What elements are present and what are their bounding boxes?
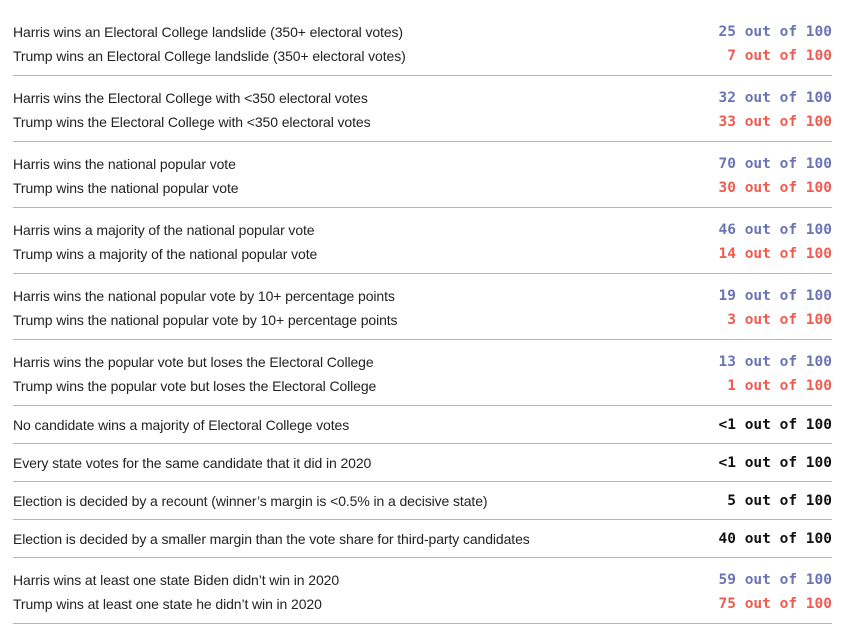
outcome-odds: 30 out of 100	[718, 180, 832, 196]
outcome-label: Harris wins the national popular vote	[13, 156, 236, 172]
outcome-label: No candidate wins a majority of Electoral College votes	[13, 417, 350, 433]
outcome-label: Harris wins a majority of the national popular vote	[13, 222, 315, 238]
outcome-label: Harris wins the national popular vote by 10+ percentage points	[13, 288, 395, 304]
outcome-odds: 7 out of 100	[727, 48, 832, 64]
outcome-odds: 13 out of 100	[718, 354, 832, 370]
outcome-group	[13, 406, 832, 444]
outcome-group	[13, 558, 832, 624]
outcome-odds: <1 out of 100	[718, 455, 832, 471]
outcome-row	[13, 218, 832, 242]
outcome-odds: 19 out of 100	[718, 288, 832, 304]
outcome-row	[13, 44, 832, 68]
outcome-label: Trump wins an Electoral College landslide (350+ electoral votes)	[13, 48, 406, 64]
outcome-label: Harris wins the Electoral College with <350 electoral votes	[13, 90, 368, 106]
outcome-row	[13, 374, 832, 398]
outcome-odds: 40 out of 100	[718, 531, 832, 547]
outcome-odds: 3 out of 100	[727, 312, 832, 328]
outcome-label: Election is decided by a smaller margin than the vote share for third-party candidates	[13, 531, 530, 547]
outcome-label: Harris wins an Electoral College landslide (350+ electoral votes)	[13, 24, 403, 40]
outcome-group	[13, 76, 832, 142]
outcome-label: Trump wins at least one state he didn’t win in 2020	[13, 596, 322, 612]
outcome-group	[13, 274, 832, 340]
outcome-odds: 46 out of 100	[718, 222, 832, 238]
outcome-row	[13, 110, 832, 134]
outcome-row	[13, 451, 832, 475]
outcome-row	[13, 527, 832, 551]
outcome-group	[13, 444, 832, 482]
outcome-odds: 33 out of 100	[718, 114, 832, 130]
outcome-label: Trump wins the popular vote but loses the Electoral College	[13, 378, 377, 394]
outcome-odds: 14 out of 100	[718, 246, 832, 262]
outcome-row	[13, 284, 832, 308]
outcome-odds: 32 out of 100	[718, 90, 832, 106]
outcome-row	[13, 20, 832, 44]
outcome-label: Election is decided by a recount (winner’s margin is <0.5% in a decisive state)	[13, 493, 488, 509]
outcome-group	[13, 520, 832, 558]
outcome-label: Every state votes for the same candidate that it did in 2020	[13, 455, 372, 471]
outcome-row	[13, 86, 832, 110]
outcome-odds: 25 out of 100	[718, 24, 832, 40]
outcome-odds: 59 out of 100	[718, 572, 832, 588]
outcome-label: Harris wins at least one state Biden didn’t win in 2020	[13, 572, 340, 588]
outcome-row	[13, 176, 832, 200]
outcome-row	[13, 242, 832, 266]
outcome-row	[13, 350, 832, 374]
outcome-row	[13, 413, 832, 437]
outcome-label: Trump wins the national popular vote by 10+ percentage points	[13, 312, 398, 328]
outcome-label: Trump wins the national popular vote	[13, 180, 239, 196]
outcome-group	[13, 482, 832, 520]
outcome-odds: <1 out of 100	[718, 417, 832, 433]
outcome-label: Trump wins a majority of the national popular vote	[13, 246, 318, 262]
outcome-row	[13, 592, 832, 616]
outcome-row	[13, 568, 832, 592]
outcome-label: Harris wins the popular vote but loses the Electoral College	[13, 354, 374, 370]
outcome-odds: 1 out of 100	[727, 378, 832, 394]
outcome-group	[13, 142, 832, 208]
outcome-group	[13, 208, 832, 274]
odds-table	[13, 11, 832, 624]
outcome-odds: 5 out of 100	[727, 493, 832, 509]
outcome-row	[13, 489, 832, 513]
outcome-row	[13, 152, 832, 176]
outcome-row	[13, 308, 832, 332]
outcome-odds: 70 out of 100	[718, 156, 832, 172]
outcome-group	[13, 340, 832, 406]
outcome-group	[13, 11, 832, 76]
outcome-odds: 75 out of 100	[718, 596, 832, 612]
outcome-label: Trump wins the Electoral College with <350 electoral votes	[13, 114, 371, 130]
